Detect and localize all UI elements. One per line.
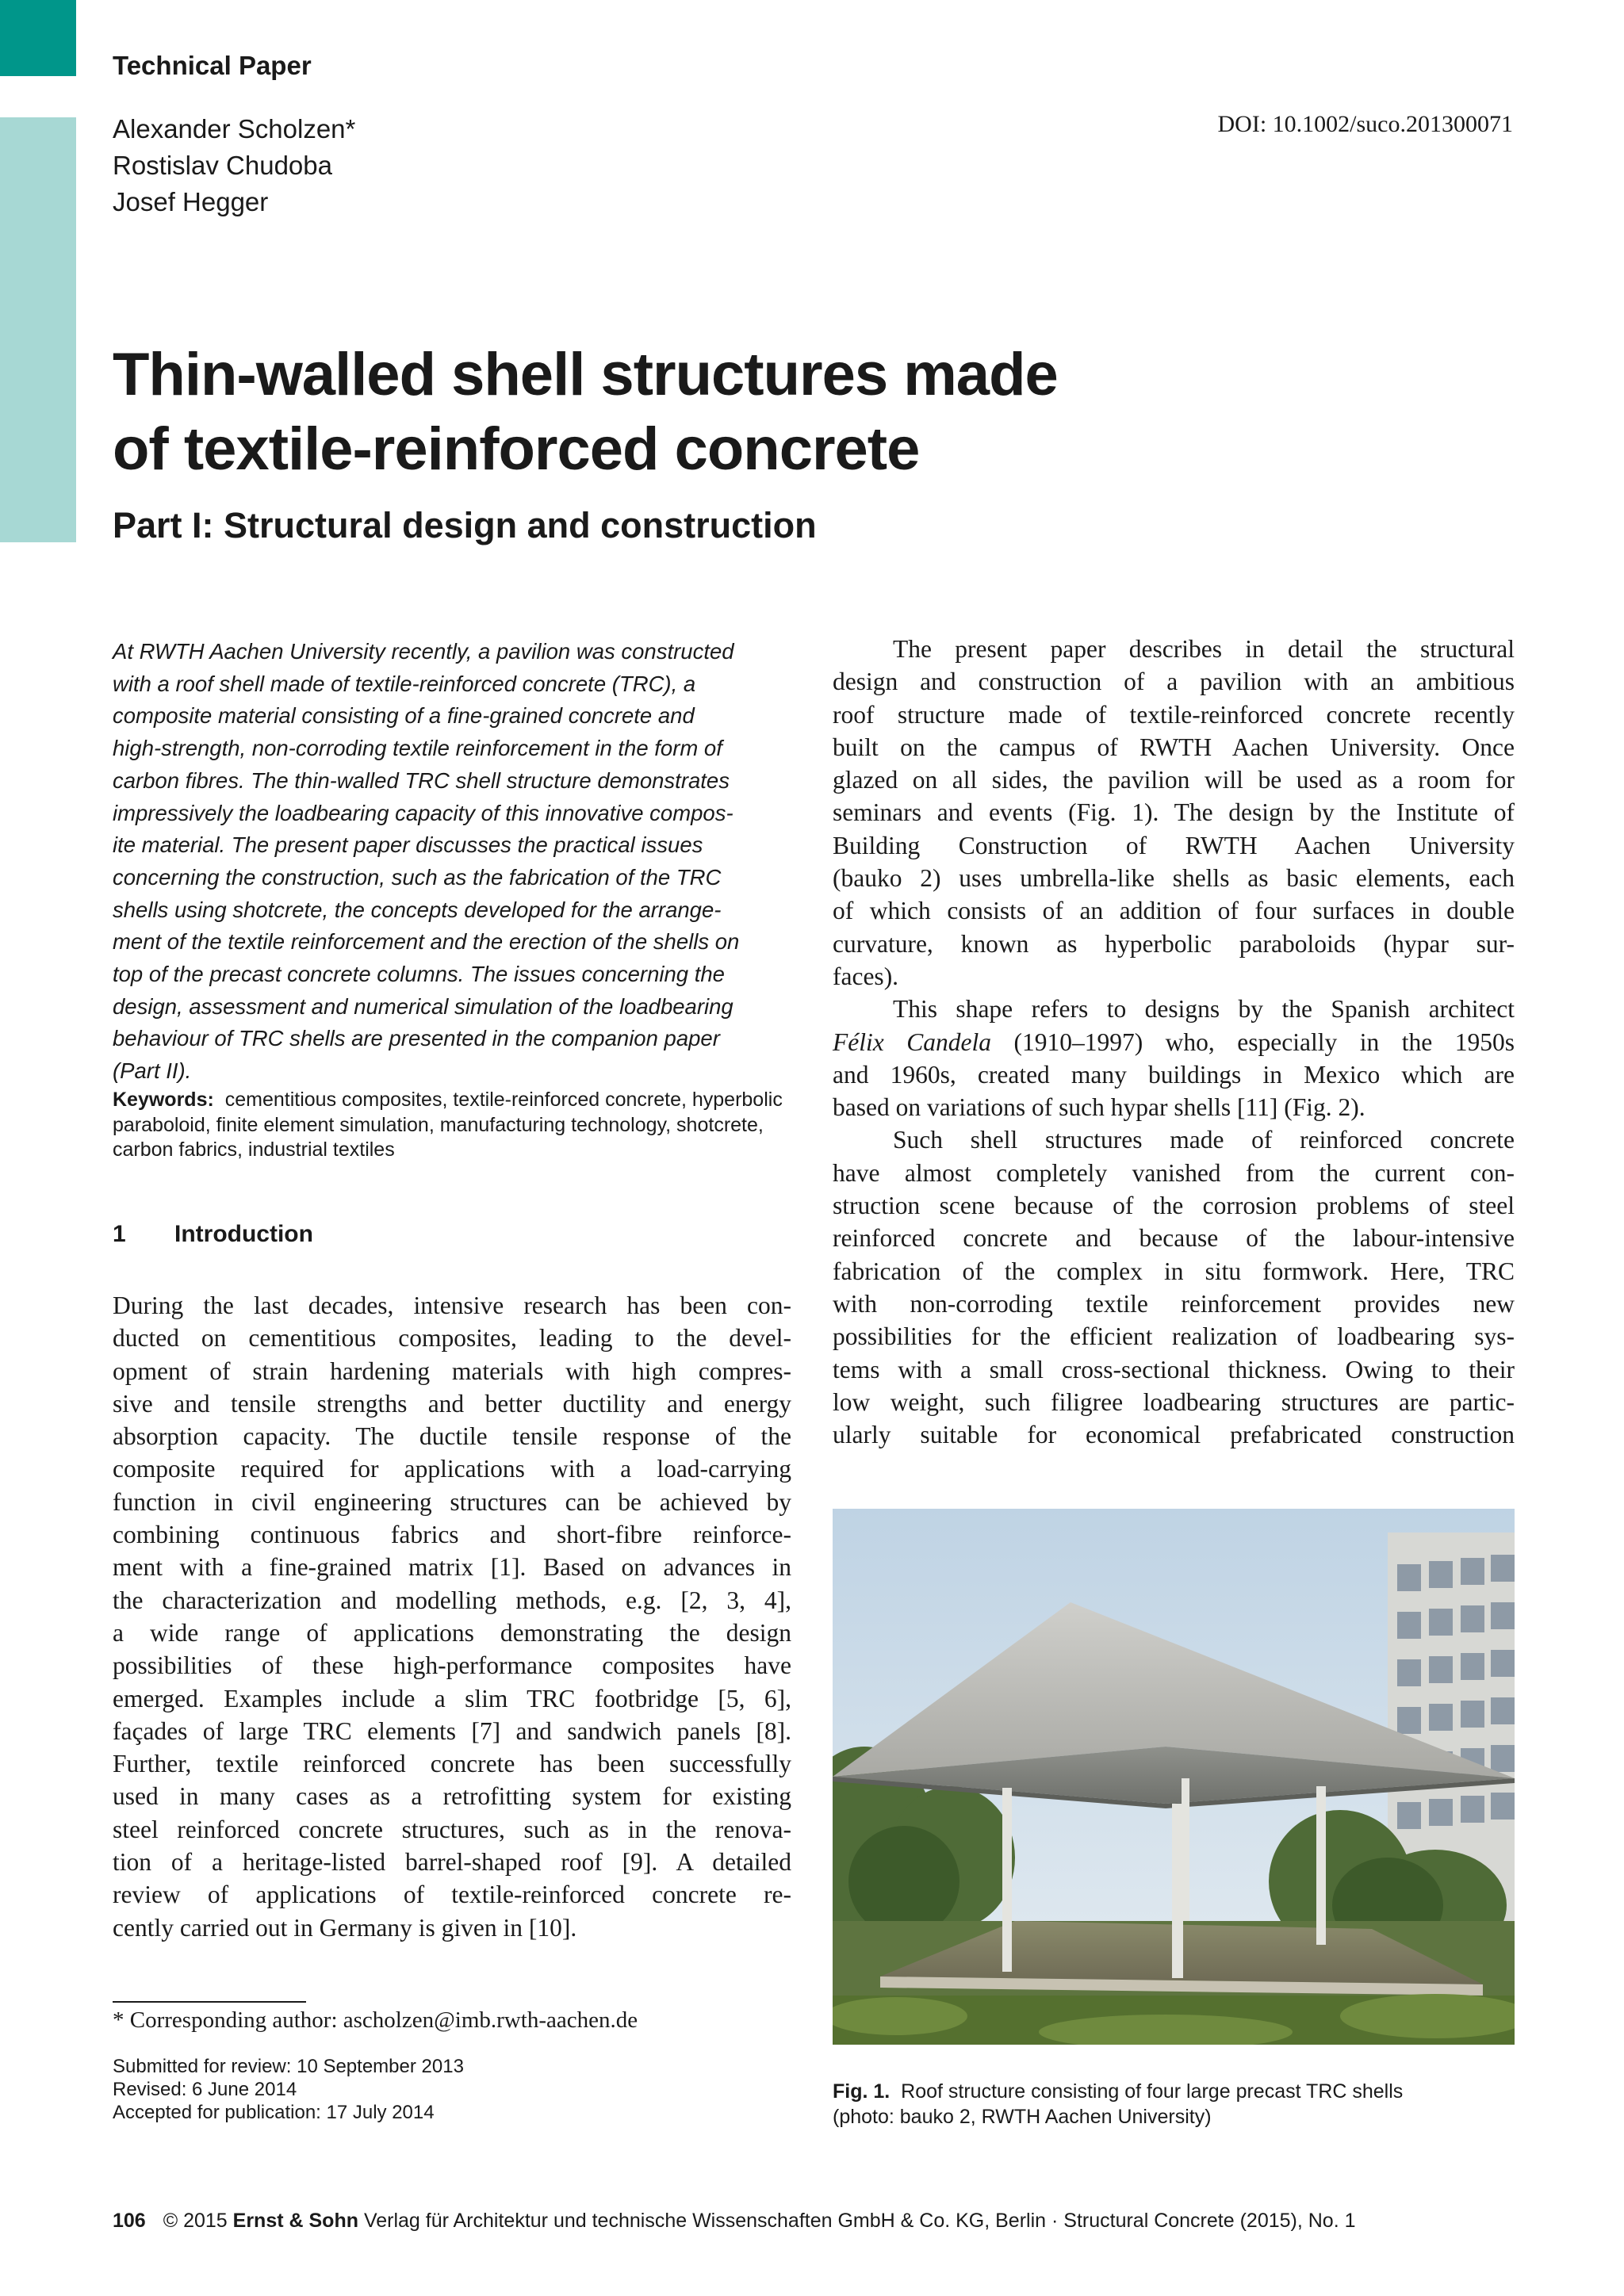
abstract-line: ite material. The present paper discusses the practical issues <box>113 832 703 858</box>
text-line: function in civil engineering structures can be achieved by <box>113 1487 791 1516</box>
text-line: possibilities for the efficient realization of loadbearing sys- <box>833 1322 1515 1351</box>
text-line: tion of a heritage-listed barrel-shaped roof [9]. A detailed <box>113 1848 791 1877</box>
abstract-line: At RWTH Aachen University recently, a pavilion was constructed <box>113 639 734 664</box>
text-line: emerged. Examples include a slim TRC footbridge [5, 6], <box>113 1684 791 1712</box>
footnote: * Corresponding author: ascholzen@imb.rwth-aachen.de <box>113 2007 638 2033</box>
article-subtitle: Part I: Structural design and construction <box>113 505 817 545</box>
page-number: 106 <box>113 2210 146 2232</box>
text-line: review of applications of textile-reinforced concrete re- <box>113 1881 791 1909</box>
date-line: Accepted for publication: 17 July 2014 <box>113 2102 435 2123</box>
text-line: Building Construction of RWTH Aachen University <box>833 831 1515 859</box>
text-line: the characterization and modelling methods, e.g. [2, 3, 4], <box>113 1586 791 1614</box>
section-heading <box>113 1221 313 1248</box>
text-line: used in many cases as a retrofitting system for existing <box>113 1782 791 1811</box>
pavilion-illustration <box>833 1509 1515 2045</box>
publisher-name: Ernst & Sohn <box>232 2210 358 2232</box>
author-name: Alexander Scholzen* <box>113 114 356 144</box>
abstract <box>113 636 791 1088</box>
pavilion-photo <box>833 1509 1515 2045</box>
text-line: Further, textile reinforced concrete has been successfully <box>113 1750 791 1778</box>
text-line: combining continuous fabrics and short-fibre reinforce- <box>113 1521 791 1549</box>
text-line: a wide range of applications demonstrating the design <box>113 1618 791 1647</box>
text-line: curvature, known as hyperbolic paraboloids (hypar sur- <box>833 929 1515 958</box>
right-column-text <box>833 633 1515 1451</box>
text-line: ularly suitable for economical prefabricated construction <box>833 1421 1515 1449</box>
text-line: steel reinforced concrete structures, such as in the renova- <box>113 1815 791 1843</box>
abstract-line: concerning the construction, such as the fabrication of the TRC <box>113 864 722 890</box>
section-title: Introduction <box>174 1221 313 1247</box>
text-line: façades of large TRC elements [7] and sandwich panels [8]. <box>113 1716 791 1745</box>
text-line: sive and tensile strengths and better ductility and energy <box>113 1389 791 1418</box>
caption-line: (photo: bauko 2, RWTH Aachen University) <box>833 2106 1212 2128</box>
date-line: Submitted for review: 10 September 2013 <box>113 2056 464 2077</box>
abstract-line: high-strength, non-corroding textile reinforcement in the form of <box>113 736 722 761</box>
article-title <box>113 338 1223 487</box>
text-line: (bauko 2) uses umbrella-like shells as basic elements, each <box>833 864 1515 893</box>
text-line: Félix Candela (1910–1997) who, especially in the 1950s <box>833 1027 1515 1056</box>
text-line: have almost completely vanished from the current con- <box>833 1158 1515 1187</box>
text-line: with non-corroding textile reinforcement provides new <box>833 1289 1515 1318</box>
abstract-line: with a roof shell made of textile-reinforced concrete (TRC), a <box>113 671 696 696</box>
caption-line: Roof structure consisting of four large precast TRC shells <box>901 2080 1404 2103</box>
keywords-line: carbon fabrics, industrial textiles <box>113 1138 395 1161</box>
intro-paragraph <box>113 1289 791 1944</box>
date-line: Revised: 6 June 2014 <box>113 2079 297 2100</box>
keywords-label: Keywords: <box>113 1089 214 1111</box>
page-footer: 106 © 2015 Ernst & Sohn Verlag für Architektur und technische Wissenschaften GmbH & Co. KG, Berlin · Structural Concrete (2015), No. 1 <box>113 2210 1356 2232</box>
text-line: built on the campus of RWTH Aachen University. Once <box>833 733 1515 761</box>
abstract-line: impressively the loadbearing capacity of this innovative compos- <box>113 800 733 825</box>
submission-dates <box>113 2055 464 2124</box>
section-number: 1 <box>113 1221 126 1247</box>
text-line: tems with a small cross-sectional thickness. Owing to their <box>833 1355 1515 1383</box>
text-line: The present paper describes in detail the structural <box>893 635 1515 663</box>
text-line: cently carried out in Germany is given in [10]. <box>113 1913 577 1942</box>
text-line: glazed on all sides, the pavilion will be used as a room for <box>833 766 1515 794</box>
text-line: seminars and events (Fig. 1). The design by the Institute of <box>833 798 1515 827</box>
text-line: based on variations of such hypar shells [11] (Fig. 2). <box>833 1093 1365 1122</box>
text-line: ment with a fine-grained matrix [1]. Based on advances in <box>113 1553 791 1582</box>
figure-label: Fig. 1. <box>833 2080 891 2103</box>
keywords-line: cementitious composites, textile-reinforced concrete, hyperbolic <box>224 1089 783 1111</box>
accent-bar-top <box>0 0 76 76</box>
title-line: Thin-walled shell structures made <box>113 341 1058 408</box>
text-line: struction scene because of the corrosion problems of steel <box>833 1192 1515 1220</box>
author-name: Josef Hegger <box>113 187 269 216</box>
text-line: of which consists of an addition of four surfaces in double <box>833 897 1515 925</box>
footnote-divider <box>113 2001 306 2003</box>
abstract-line: top of the precast concrete columns. The issues concerning the <box>113 962 725 987</box>
text-line: reinforced concrete and because of the labour-intensive <box>833 1224 1515 1253</box>
author-list <box>113 111 355 220</box>
abstract-line: (Part II). <box>113 1058 192 1084</box>
abstract-line: behaviour of TRC shells are presented in the companion paper <box>113 1026 720 1051</box>
text-line: faces). <box>833 962 899 990</box>
architect-name: Félix Candela <box>833 1027 991 1056</box>
section-label: Technical Paper <box>113 51 312 80</box>
text-line: During the last decades, intensive research has been con- <box>113 1292 791 1319</box>
text-line: Such shell structures made of reinforced concrete <box>893 1126 1515 1154</box>
text-line: low weight, such filigree loadbearing structures are partic- <box>833 1387 1515 1416</box>
text-line: absorption capacity. The ductile tensile response of the <box>113 1422 791 1451</box>
doi: DOI: 10.1002/suco.201300071 <box>1217 111 1513 137</box>
text-line: fabrication of the complex in situ formwork. Here, TRC <box>833 1257 1515 1285</box>
text-line: ducted on cementitious composites, leading to the devel- <box>113 1324 791 1353</box>
keywords-line: paraboloid, finite element simulation, manufacturing technology, shotcrete, <box>113 1113 764 1136</box>
text-line: composite required for applications with a load-carrying <box>113 1455 791 1483</box>
text-line: and 1960s, created many buildings in Mexico which are <box>833 1060 1515 1089</box>
text-line: possibilities of these high-performance composites have <box>113 1651 791 1680</box>
author-name: Rostislav Chudoba <box>113 151 332 180</box>
accent-bar-side <box>0 117 76 542</box>
abstract-line: composite material consisting of a fine-grained concrete and <box>113 703 695 729</box>
abstract-line: ment of the textile reinforcement and the erection of the shells on <box>113 929 740 955</box>
text-line: This shape refers to designs by the Spanish architect <box>893 995 1515 1024</box>
abstract-line: shells using shotcrete, the concepts developed for the arrange- <box>113 897 722 922</box>
text-line: opment of strain hardening materials with high compres- <box>113 1357 791 1385</box>
abstract-line: design, assessment and numerical simulation of the loadbearing <box>113 993 733 1019</box>
abstract-line: carbon fibres. The thin-walled TRC shell structure demonstrates <box>113 767 730 793</box>
text-line: design and construction of a pavilion with an ambitious <box>833 668 1515 696</box>
keywords <box>113 1088 795 1163</box>
text-line: roof structure made of textile-reinforced concrete recently <box>833 700 1515 729</box>
figure-caption <box>833 2079 1403 2130</box>
title-line: of textile-reinforced concrete <box>113 415 920 483</box>
